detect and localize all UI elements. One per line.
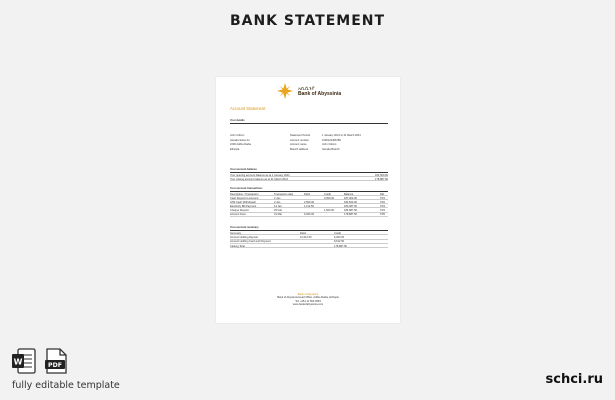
customer-line: Gerada Street 11 bbox=[230, 138, 250, 142]
table-cell: 1,500.00 bbox=[324, 209, 335, 213]
table-cell: 6,000.00 bbox=[304, 213, 315, 217]
meta-label: Branch address bbox=[290, 147, 309, 151]
document-title: Account Statement bbox=[230, 106, 266, 111]
table-cell: Account Fees bbox=[230, 213, 246, 217]
footer-bank: Bank of Abyssinia bbox=[297, 293, 319, 296]
customer-line: John Citizen bbox=[230, 134, 245, 137]
summary-heading: Your account summary bbox=[230, 226, 259, 229]
bank-logo bbox=[276, 82, 346, 102]
customer-line: Ethiopia bbox=[230, 147, 240, 151]
column-header: Debit bbox=[300, 231, 307, 235]
meta-value: Gerada Branch bbox=[322, 147, 340, 151]
meta-value: 1 January 2021 to 31 March 2021 bbox=[322, 134, 361, 137]
summary-row bbox=[230, 240, 388, 244]
meta-label: Account number bbox=[290, 138, 309, 142]
summary-cell: Closing Total bbox=[230, 244, 245, 248]
column-header: Summary bbox=[230, 231, 242, 235]
svg-text:W: W bbox=[13, 357, 23, 367]
balance-value: 178,887.50 bbox=[375, 177, 388, 181]
table-cell: 183,387.50 bbox=[344, 204, 357, 208]
table-cell: 2 Jan bbox=[274, 196, 281, 200]
table-cell: TR4 bbox=[380, 209, 385, 213]
bank-logo-text bbox=[298, 87, 341, 97]
balance-row bbox=[230, 178, 388, 182]
summary-cell: 6,000.00 bbox=[334, 236, 345, 239]
column-header: Ref bbox=[380, 192, 385, 196]
caption: fully editable template bbox=[12, 380, 120, 391]
details-heading: Your details bbox=[230, 119, 245, 122]
footer-phone: Tel: +251 11 553 0663 bbox=[295, 299, 321, 303]
table-cell: TR5 bbox=[380, 213, 385, 217]
table-cell: 4,500.00 bbox=[324, 196, 335, 200]
summary-cell: 9,612.50 bbox=[334, 240, 345, 244]
pdf-icon bbox=[44, 348, 68, 374]
footer-web: www.bankofabyssinia.com bbox=[292, 303, 324, 307]
detail-row bbox=[230, 134, 388, 138]
table-cell: Cash Deposit to Account bbox=[230, 196, 259, 200]
summary-cell: Amount Holding Card and Payment bbox=[230, 240, 271, 244]
table-cell: Cheque Deposit bbox=[230, 209, 249, 213]
table-row bbox=[230, 205, 388, 209]
balance-label: Your closing account balance as at 31 March 2021 bbox=[230, 177, 289, 181]
table-cell: 25 Feb bbox=[274, 209, 283, 213]
table-cell: 187,000.00 bbox=[344, 196, 357, 200]
bank-logo-icon bbox=[276, 82, 294, 100]
table-cell: 184,887.50 bbox=[344, 209, 357, 213]
table-row bbox=[230, 213, 388, 217]
table-cell: TR3 bbox=[380, 204, 385, 208]
detail-row bbox=[230, 148, 388, 152]
table-cell: 2,500.00 bbox=[304, 200, 315, 204]
bank-name-english: Bank of Abyssinia bbox=[298, 91, 342, 98]
transactions-heading: Your account transactions bbox=[230, 187, 263, 190]
summary-row bbox=[230, 245, 388, 249]
divider bbox=[230, 123, 388, 124]
summary-cell: 10,612.50 bbox=[300, 236, 312, 239]
table-cell: ATM Cash Withdrawal bbox=[230, 200, 256, 204]
table-cell: TR2 bbox=[380, 200, 385, 204]
bank-name-amharic: አቢሲንያ bbox=[298, 86, 315, 92]
customer-line: 1000 Addis Ababa bbox=[230, 143, 251, 147]
summary-cell: Amount Holding Deposit bbox=[230, 236, 258, 239]
table-cell: 184,500.00 bbox=[344, 200, 357, 204]
table-cell: 3 Jan bbox=[274, 200, 281, 204]
summary-header bbox=[230, 232, 388, 236]
svg-text:PDF: PDF bbox=[48, 362, 62, 369]
balance-value: 182,500.00 bbox=[375, 173, 388, 177]
column-header: Description / Transaction bbox=[230, 192, 259, 196]
balance-heading: Your account balance bbox=[230, 168, 257, 171]
meta-value: 1000123456789 bbox=[322, 138, 341, 142]
table-cell: Electricity Bill Payment bbox=[230, 204, 257, 208]
meta-label: Statement Period bbox=[290, 134, 311, 137]
detail-row bbox=[230, 143, 388, 147]
brand-watermark[interactable]: schci.ru bbox=[545, 372, 603, 387]
statement-document bbox=[216, 77, 400, 323]
column-header: Debit bbox=[304, 192, 311, 196]
column-header: Credit bbox=[324, 192, 331, 196]
detail-row bbox=[230, 139, 388, 143]
table-cell: 31 Mar bbox=[274, 213, 283, 217]
table-cell: 14 Jan bbox=[274, 204, 282, 208]
meta-label: Account name bbox=[290, 143, 307, 147]
table-cell: 1,112.50 bbox=[304, 204, 314, 208]
page-title: BANK STATEMENT bbox=[229, 13, 386, 29]
column-header: Transaction date bbox=[274, 192, 294, 196]
table-row bbox=[230, 201, 388, 205]
summary-cell: 178,887.50 bbox=[334, 244, 347, 248]
table-row bbox=[230, 197, 388, 201]
column-header: Credit bbox=[334, 231, 341, 235]
column-header: Balance bbox=[344, 192, 354, 196]
table-cell: 178,887.50 bbox=[344, 213, 357, 217]
word-icon bbox=[12, 348, 36, 374]
footer bbox=[216, 293, 400, 307]
meta-value: John Citizen bbox=[322, 143, 337, 147]
balance-label: Your opening account balance as at 1 January 2021 bbox=[230, 173, 290, 177]
footer-address: Bank of Abyssinia Head Office, Addis Ababa, Ethiopia bbox=[277, 296, 339, 300]
table-cell: TR1 bbox=[380, 196, 385, 200]
